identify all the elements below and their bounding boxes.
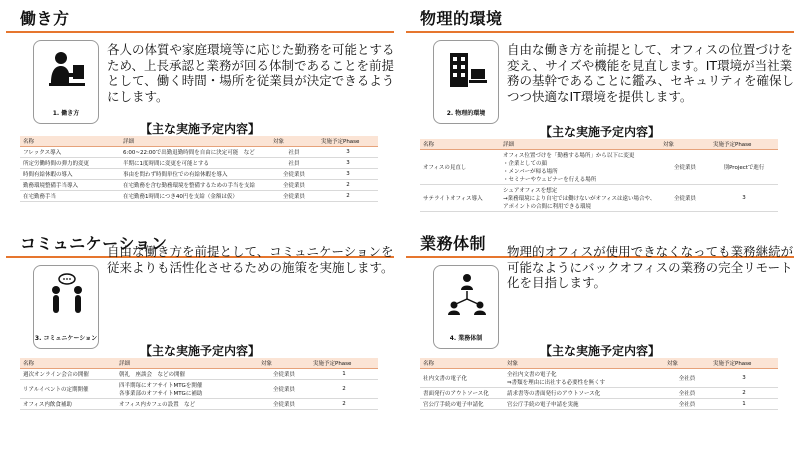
- table-cell: 2: [318, 191, 378, 202]
- section-description: 自由な働き方を前提として、コミュニケーションを従来よりも活性化させるための施策を実施します。: [107, 244, 394, 275]
- column-header: 実施予定Phase: [710, 358, 778, 369]
- building-and-laptop-icon: [447, 47, 489, 93]
- table-cell: 1: [310, 369, 378, 380]
- table-row: [420, 369, 778, 388]
- table-cell: 全社員: [664, 388, 710, 399]
- plan-table: [420, 358, 778, 410]
- subheading: 【主な実施予定内容】: [539, 344, 660, 358]
- table-header-row: [20, 136, 378, 147]
- column-header: 実施予定Phase: [710, 139, 778, 150]
- table-row: [20, 369, 378, 380]
- table-cell: 3: [318, 147, 378, 158]
- table-cell: 時間有給休暇の導入: [20, 169, 120, 180]
- column-header: 名称: [20, 358, 116, 369]
- physical-env-icon-card: [433, 40, 499, 124]
- table-row: [420, 388, 778, 399]
- column-header: 詳細: [120, 136, 270, 147]
- table-cell: 3: [318, 169, 378, 180]
- table-cell: オフィス内カフェの設置 など: [116, 399, 258, 410]
- table-row: [420, 150, 778, 185]
- table-cell: オフィス位置づけを「勤務する場所」から以下に変更 ・企業としての顔 ・メンバーが帰る場所 ・セミナーやウェビナーを行える場所: [500, 150, 660, 185]
- table-cell: 全従業員: [258, 369, 310, 380]
- icon-caption: 4. 業務体制: [449, 335, 483, 342]
- person-at-laptop-icon: [47, 47, 87, 93]
- table-cell: シェアオフィスを想定 →業務環境により自宅では働けないがオフィスは遠い場合や、アポイントの合間に利用できる環境: [500, 185, 660, 212]
- icon-caption: 2. 物理的環境: [446, 110, 486, 117]
- table-cell: 2: [318, 180, 378, 191]
- section-description: 各人の体質や家庭環境等に応じた勤務を可能とするため、上長承認と業務が回る体制であることを前提として、働く時間・場所を従業員が決定できるようにします。: [107, 42, 395, 104]
- table-cell: 週次オンライン会合の開催: [20, 369, 116, 380]
- table-cell: 勤務環境整備手当導入: [20, 180, 120, 191]
- table-header-row: [20, 358, 378, 369]
- column-header: 対象: [664, 358, 710, 369]
- subheading: 【主な実施予定内容】: [139, 122, 260, 136]
- section-business-structure: [400, 225, 800, 450]
- table-cell: オフィスの見直し: [420, 150, 500, 185]
- column-header: 対象: [258, 358, 310, 369]
- org-network-icon: [447, 272, 487, 318]
- workstyle-icon-card: [33, 40, 99, 124]
- table-cell: 全従業員: [270, 191, 318, 202]
- column-header: 名称: [420, 139, 500, 150]
- section-description: 物理的オフィスが使用できなくなっても業務継続が可能なようにバックオフィスの業務の完全リモート化を目指します。: [507, 244, 794, 290]
- title-underline: [6, 31, 394, 33]
- icon-caption: 1. 働き方: [52, 110, 80, 117]
- table-cell: 3: [710, 369, 778, 388]
- section-physical-environment: [400, 0, 800, 225]
- table-cell: 請求書等の書面発行のアウトソース化: [504, 388, 664, 399]
- plan-table: [420, 139, 778, 212]
- column-header: 詳細: [116, 358, 258, 369]
- section-title: 物理的環境: [420, 9, 503, 28]
- table-header-row: [420, 139, 778, 150]
- table-cell: 全従業員: [270, 169, 318, 180]
- plan-table: [20, 358, 378, 410]
- section-title: 業務体制: [420, 234, 487, 253]
- column-header: 対象: [504, 358, 664, 369]
- table-cell: 朝礼 座談会 などの開催: [116, 369, 258, 380]
- people-talking-icon: [47, 272, 87, 318]
- table-cell: 在宅勤務手当: [20, 191, 120, 202]
- table-cell: 書面発行のアウトソース化: [420, 388, 504, 399]
- table-cell: 2: [710, 388, 778, 399]
- table-cell: 全社員: [664, 399, 710, 410]
- section-communication: [0, 225, 400, 450]
- table-row: [20, 158, 378, 169]
- table-cell: 社員: [270, 158, 318, 169]
- column-header: 実施予定Phase: [318, 136, 378, 147]
- table-cell: 3: [710, 185, 778, 212]
- table-cell: フレックス導入: [20, 147, 120, 158]
- table-cell: 全従業員: [270, 180, 318, 191]
- table-cell: 全従業員: [258, 380, 310, 399]
- table-row: [20, 180, 378, 191]
- table-cell: 2: [310, 399, 378, 410]
- table-cell: 2: [310, 380, 378, 399]
- table-row: [20, 169, 378, 180]
- table-cell: サテライトオフィス導入: [420, 185, 500, 212]
- table-row: [420, 399, 778, 410]
- table-cell: オフィス内飲食補助: [20, 399, 116, 410]
- column-header: 名称: [420, 358, 504, 369]
- table-cell: リアルイベントの定期開催: [20, 380, 116, 399]
- plan-table: [20, 136, 378, 202]
- table-row: [20, 191, 378, 202]
- section-title: コミュニケーション: [20, 234, 168, 253]
- table-cell: 官公庁手続の電子申請を実施: [504, 399, 664, 410]
- table-row: [20, 399, 378, 410]
- table-cell: 官公庁手続の電子申請化: [420, 399, 504, 410]
- table-cell: 全従業員: [258, 399, 310, 410]
- section-description: 自由な働き方を前提として、オフィスの位置づけを変え、サイズや機能を見直します。IT環境が当社業務の基幹であることに鑑み、セキュリティを確保しつつ快適なIT環境を提供します。: [507, 42, 795, 104]
- table-cell: 所定労働時間の弾力的変更: [20, 158, 120, 169]
- column-header: 対象: [270, 136, 318, 147]
- table-cell: 社員: [270, 147, 318, 158]
- communication-icon-card: [33, 265, 99, 349]
- table-row: [20, 380, 378, 399]
- section-title: 働き方: [20, 9, 70, 28]
- icon-caption: 3. コミュニケーション: [34, 335, 98, 342]
- column-header: 詳細: [500, 139, 660, 150]
- table-cell: 別Projectで進行: [710, 150, 778, 185]
- business-icon-card: [433, 265, 499, 349]
- subheading: 【主な実施予定内容】: [139, 344, 260, 358]
- table-cell: 3: [318, 158, 378, 169]
- table-cell: 事由を問わず時間単位での有給休暇を導入: [120, 169, 270, 180]
- table-cell: 6:00~22:00で出勤退勤時間を自由に決定可能 など: [120, 147, 270, 158]
- table-cell: 在宅勤務を含む勤務環境を整備するための手当を支給: [120, 180, 270, 191]
- column-header: 名称: [20, 136, 120, 147]
- column-header: 実施予定Phase: [310, 358, 378, 369]
- column-header: 対象: [660, 139, 710, 150]
- subheading: 【主な実施予定内容】: [539, 125, 660, 139]
- title-underline: [406, 31, 794, 33]
- table-row: [420, 185, 778, 212]
- table-cell: 半期に1度時間に変更を可能とする: [120, 158, 270, 169]
- table-cell: 全従業員: [660, 185, 710, 212]
- table-cell: 社内文書の電子化: [420, 369, 504, 388]
- table-cell: 全従業員: [660, 150, 710, 185]
- table-cell: 1: [710, 399, 778, 410]
- table-cell: 在宅勤務1時間につき40円を支給（金額は仮）: [120, 191, 270, 202]
- table-cell: 全社員: [664, 369, 710, 388]
- table-row: [20, 147, 378, 158]
- table-cell: 四半期毎にオフサイトMTGを開催 各事業部のオフサイトMTGに補助: [116, 380, 258, 399]
- section-workstyle: [0, 0, 400, 225]
- table-cell: 全社内文書の電子化 ⇒書類を理由に出社する必要性を無くす: [504, 369, 664, 388]
- table-header-row: [420, 358, 778, 369]
